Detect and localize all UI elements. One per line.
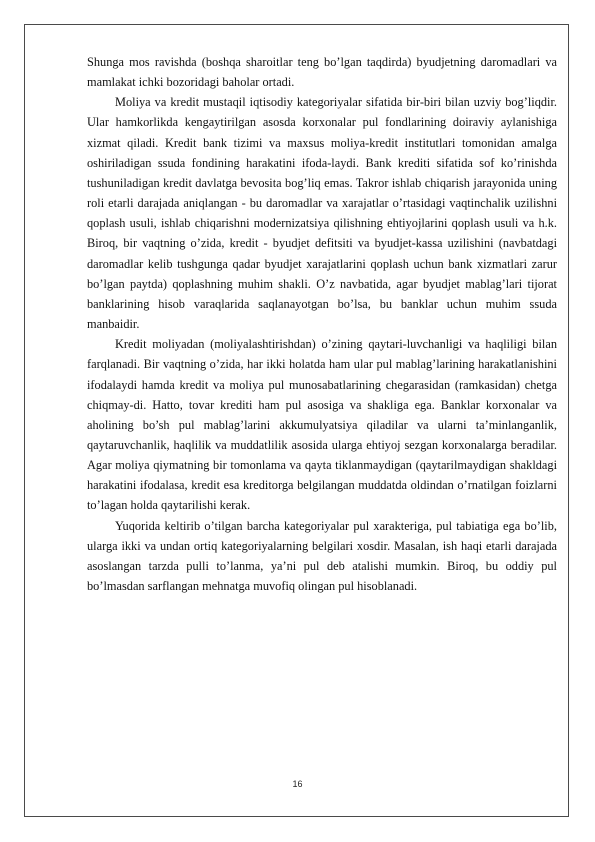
document-body bbox=[87, 52, 557, 596]
page-number: 16 bbox=[292, 779, 303, 789]
paragraph-4: Yuqorida keltirib o’tilgan barcha kategoriyalar pul xarakteriga, pul tabiatiga ega bo’lib, ularga ikki va undan ortiq kategoriyalarning belgilari xosdir. Masalan, ish haqi etarli darajada asoslangan tarzda pulli to’lanma, ya’ni pul deb atalishi mumkin. Biroq, bu oddiy pul bo’lmasdan sarflangan mehnatga muvofiq olingan pul hisoblanadi. bbox=[87, 518, 557, 594]
paragraph-2: Moliya va kredit mustaqil iqtisodiy kategoriyalar sifatida bir-biri bilan uzviy bog’liqdir. Ular hamkorlikda kengaytirilgan asosda korxonalar pul fondlarining doiraviy aylanishiga xizmat qiladi. Kredit bank tizimi va maxsus moliya-kredit institutlari tomonidan amalga oshiriladigan ssuda fondining harakatini ifoda-laydi. Bank krediti sifatida sof ko’rinishda tushuniladigan kredit davlatga bevosita bog’liq emas. Takror ishlab chiqarish jarayonida uning roli etarli darajada aniqlangan - bu daromadlar va xarajatlar o’rtasidagi vaqtinchalik uzilishni qoplash usuli, ishlab chiqarishni modernizatsiya qilishning ehtiyojlarini qoplash usuli va h.k. Biroq, bir vaqtning o’zida, kredit - byudjet defitsiti va byudjet-kassa uzilishini (navbatdagi daromadlar kelib tushgunga qadar byudjet xarajatlarini qoplash uchun bank xizmatlari zarur bo’lgan paytda) qoplashning muhim shakli. O’z navbatida, agar byudjet mablag’lari tijorat banklarining hisob varaqlarida saqlanayotgan bo’lsa, bu banklar uchun muhim ssuda manbaidir. bbox=[87, 95, 557, 332]
paragraph-3: Kredit moliyadan (moliyalashtirishdan) o’zining qaytari-luvchanligi va haqliligi bilan farqlanadi. Bir vaqtning o’zida, har ikki holatda ham ular pul mablag’larining harakatlanishini ifodalaydi hamda kredit va moliya pul munosabatlarining chegarasidan (ramkasidan) chetga chiqmay-di. Hatto, tovar krediti ham pul asosiga va shakliga ega. Banklar korxonalar va aholining bo’sh pul mablag’larini akkumulyatsiya qiladilar va ularni ta’minlanganlik, qaytaruvchanlik, haqlilik va muddatlilik asosida ularga ehtiyoj sezgan korxonalarga beradilar. Agar moliya qiymatning bir tomonlama va qayta tiklanmaydigan (qaytarilmaydigan shakldagi harakatini ifodalasa, kredit esa kreditorga belgilangan muddatda oldindan o’rnatilgan foizlarni to’lagan holda qaytarilishi kerak. bbox=[87, 337, 557, 513]
paragraph-1: Shunga mos ravishda (boshqa sharoitlar teng bo’lgan taqdirda) byudjetning daromadlari va mamlakat ichki bozoridagi baholar ortadi. bbox=[87, 55, 557, 90]
